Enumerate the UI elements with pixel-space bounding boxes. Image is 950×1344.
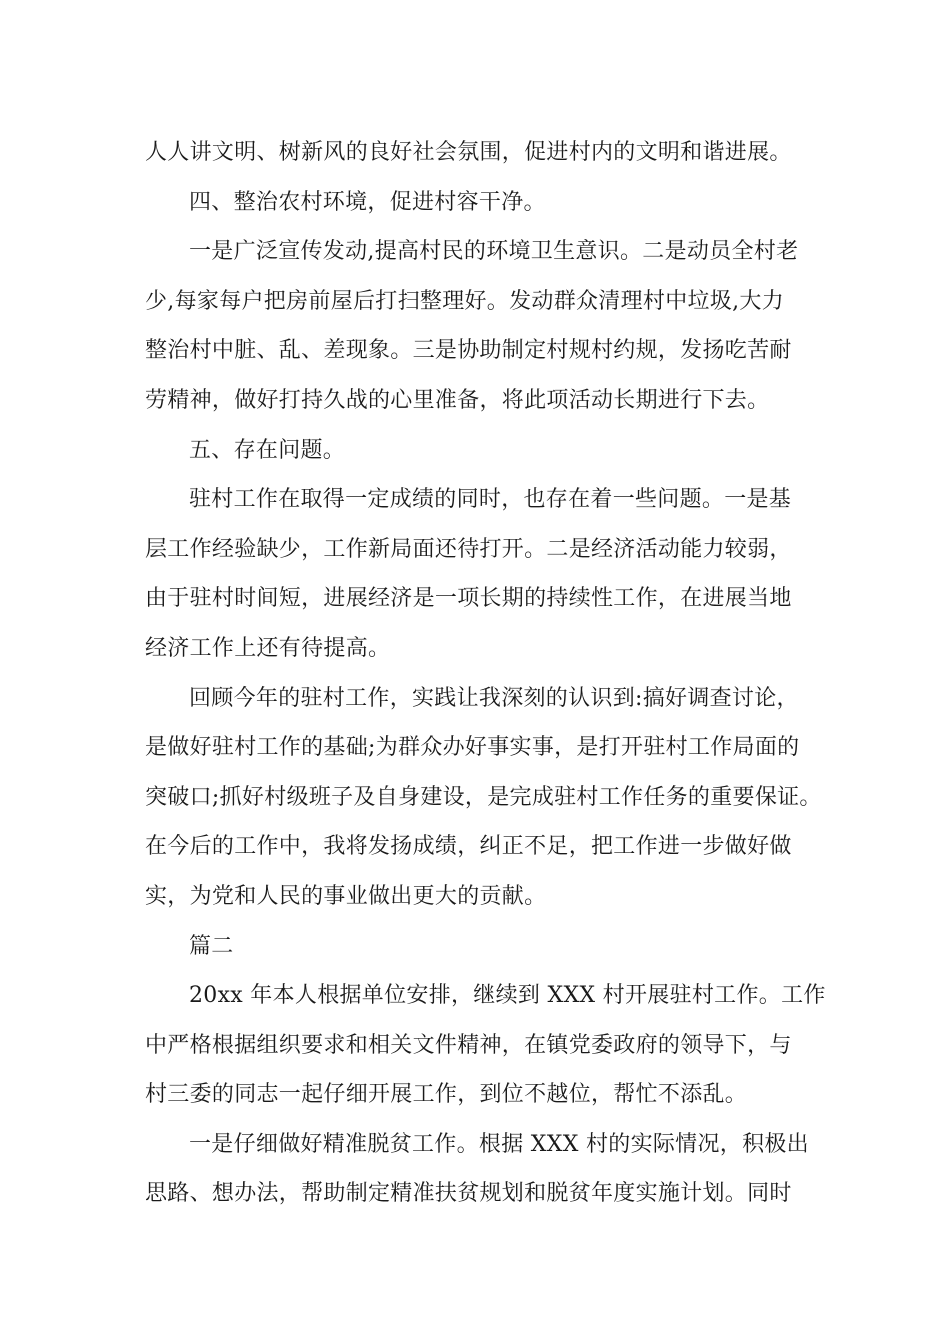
text-line: 人人讲文明、树新风的良好社会氛围，促进村内的文明和谐进展。 bbox=[145, 140, 792, 165]
text-line: 一是仔细做好精准脱贫工作。根据 XXX 村的实际情况，积极出 bbox=[189, 1131, 809, 1157]
text-line: 回顾今年的驻村工作，实践让我深刻的认识到:搞好调查讨论， bbox=[189, 685, 799, 711]
text-line: 突破口;抓好村级班子及自身建设，是完成驻村工作任务的重要保证。 bbox=[145, 784, 822, 810]
text-line: 一是广泛宣传发动,提高村民的环境卫生意识。二是动员全村老 bbox=[189, 239, 799, 265]
text-line: 少,每家每户把房前屋后打扫整理好。发动群众清理村中垃圾,大力 bbox=[145, 288, 784, 314]
section-heading-4: 四、整治农村环境，促进村容干净。 bbox=[189, 189, 546, 215]
text-line: 经济工作上还有待提高。 bbox=[145, 635, 391, 661]
chapter-heading: 篇二 bbox=[189, 933, 234, 959]
document-body bbox=[145, 128, 835, 1219]
text-line: 实，为党和人民的事业做出更大的贡献。 bbox=[145, 883, 547, 909]
text-line: 由于驻村时间短，进展经济是一项长期的持续性工作，在进展当地 bbox=[145, 586, 792, 612]
text-line: 层工作经验缺少，工作新局面还待打开。二是经济活动能力较弱， bbox=[145, 536, 792, 562]
text-line: 思路、想办法，帮助制定精准扶贫规划和脱贫年度实施计划。同时 bbox=[145, 1181, 792, 1207]
text-line: 中严格根据组织要求和相关文件精神，在镇党委政府的领导下，与 bbox=[145, 1032, 792, 1058]
text-line: 20xx 年本人根据单位安排，继续到 XXX 村开展驻村工作。工作 bbox=[189, 983, 826, 1009]
text-line: 是做好驻村工作的基础;为群众办好事实事，是打开驻村工作局面的 bbox=[145, 735, 800, 761]
text-line: 劳精神，做好打持久战的心里准备，将此项活动长期进行下去。 bbox=[145, 387, 770, 413]
text-line: 村三委的同志一起仔细开展工作，到位不越位，帮忙不添乱。 bbox=[145, 1082, 748, 1108]
text-line: 在今后的工作中，我将发扬成绩，纠正不足，把工作进一步做好做 bbox=[145, 834, 792, 860]
section-heading-5: 五、存在问题。 bbox=[189, 437, 346, 463]
text-line: 整治村中脏、乱、差现象。三是协助制定村规村约规，发扬吃苦耐 bbox=[145, 338, 792, 364]
text-line: 驻村工作在取得一定成绩的同时，也存在着一些问题。一是基 bbox=[189, 487, 792, 513]
